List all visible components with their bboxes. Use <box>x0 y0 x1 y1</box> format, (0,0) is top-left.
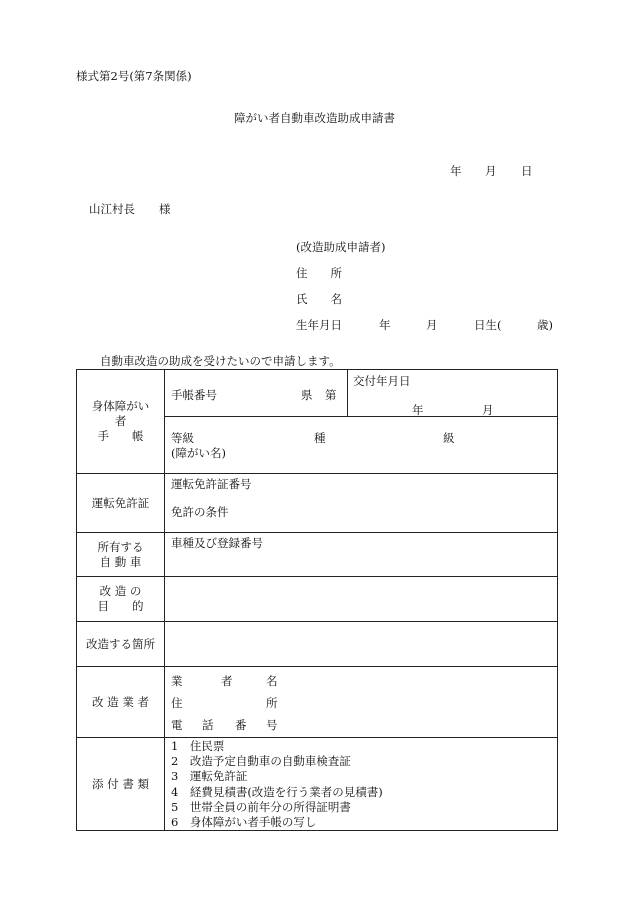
attachment-item: 5 世帯全員の前年分の所得証明書 <box>171 799 351 814</box>
attachment-item: 3 運転免許証 <box>171 769 248 784</box>
purpose-cell[interactable] <box>165 577 558 622</box>
addressee-honorific: 様 <box>159 202 171 216</box>
date-year: 年 <box>450 164 462 178</box>
handbook-header-line2: 者 <box>114 414 127 428</box>
date-day: 日 <box>521 164 533 178</box>
contractor-header: 改 造 業 者 <box>77 667 165 738</box>
date-month: 月 <box>485 164 497 178</box>
issue-date-label: 交付年月日 <box>353 374 411 388</box>
contractor-phone-d: 号 <box>266 718 278 732</box>
statement: 自動車改造の助成を受けたいので申請します。 <box>100 354 341 368</box>
contractor-name-b: 者 <box>221 674 233 688</box>
location-cell[interactable] <box>165 622 558 667</box>
handbook-number-label: 手帳番号 <box>171 388 217 402</box>
purpose-row <box>77 577 558 622</box>
birth-month: 月 <box>426 318 438 332</box>
application-table <box>76 369 558 831</box>
attachments-row <box>77 738 558 831</box>
applicant-heading: (改造助成申請者) <box>296 240 386 254</box>
location-header: 改造する箇所 <box>77 622 165 667</box>
handbook-issue-date-cell[interactable] <box>348 370 558 417</box>
disability-name-label: (障がい名) <box>171 446 226 460</box>
handbook-prefecture: 県 <box>301 388 313 402</box>
page-title: 障がい者自動車改造助成申請書 <box>234 111 395 125</box>
contractor-phone-b: 話 <box>202 718 214 732</box>
grade-label: 等級 <box>171 431 194 445</box>
license-number-label: 運転免許証番号 <box>171 477 252 491</box>
handbook-grade-cell[interactable] <box>165 417 558 474</box>
issue-month: 月 <box>482 403 494 417</box>
vehicle-header-line1: 所有する <box>97 539 144 554</box>
contractor-phone-a: 電 <box>171 718 183 732</box>
vehicle-header-line2: 自 動 車 <box>99 554 142 569</box>
attachment-item: 2 改造予定自動車の自動車検査証 <box>171 754 351 769</box>
issue-year: 年 <box>412 403 424 417</box>
contractor-name-a: 業 <box>171 674 183 688</box>
birth-age: 歳) <box>537 318 553 332</box>
contractor-row <box>77 667 558 738</box>
handbook-header-line1: 身体障がい <box>91 399 150 413</box>
handbook-number-cell[interactable] <box>165 370 348 417</box>
form-number: 様式第2号(第7条関係) <box>76 69 192 83</box>
birth-label: 生年月日 <box>296 318 342 332</box>
applicant-name-label: 氏 名 <box>296 292 342 306</box>
handbook-row <box>77 370 558 417</box>
contractor-address-b: 所 <box>266 696 278 710</box>
location-row <box>77 622 558 667</box>
purpose-header-line1: 改 造 の <box>99 584 142 598</box>
license-cell[interactable] <box>165 474 558 533</box>
addressee-name: 山江村長 <box>89 202 135 216</box>
grade-level: 級 <box>443 431 455 445</box>
contractor-cell[interactable] <box>165 667 558 738</box>
attachment-item: 1 住民票 <box>171 739 225 753</box>
purpose-header-line2: 目 的 <box>97 599 144 613</box>
contractor-address-a: 住 <box>171 696 183 710</box>
contractor-phone-c: 番 <box>235 718 247 732</box>
license-header: 運転免許証 <box>77 474 165 533</box>
contractor-name-c: 名 <box>266 674 278 688</box>
handbook-header <box>77 370 165 474</box>
attachments-header: 添 付 書 類 <box>77 738 165 831</box>
attachment-item: 4 経費見積書(改造を行う業者の見積書) <box>171 784 383 799</box>
attachment-item: 6 身体障がい者手帳の写し <box>171 815 317 830</box>
handbook-number-suffix: 第 <box>325 388 337 402</box>
vehicle-row <box>77 533 558 577</box>
applicant-address-label: 住 所 <box>296 266 342 280</box>
birth-day: 日生( <box>474 318 502 332</box>
grade-type: 種 <box>314 431 326 445</box>
purpose-header <box>77 577 165 622</box>
license-row <box>77 474 558 533</box>
attachments-cell <box>165 738 558 831</box>
vehicle-content-label: 車種及び登録番号 <box>171 536 263 550</box>
license-conditions-label: 免許の条件 <box>171 505 229 519</box>
vehicle-cell[interactable] <box>165 533 558 577</box>
handbook-header-line3: 手 帳 <box>97 429 144 443</box>
vehicle-header <box>77 533 165 577</box>
birth-year: 年 <box>379 318 391 332</box>
